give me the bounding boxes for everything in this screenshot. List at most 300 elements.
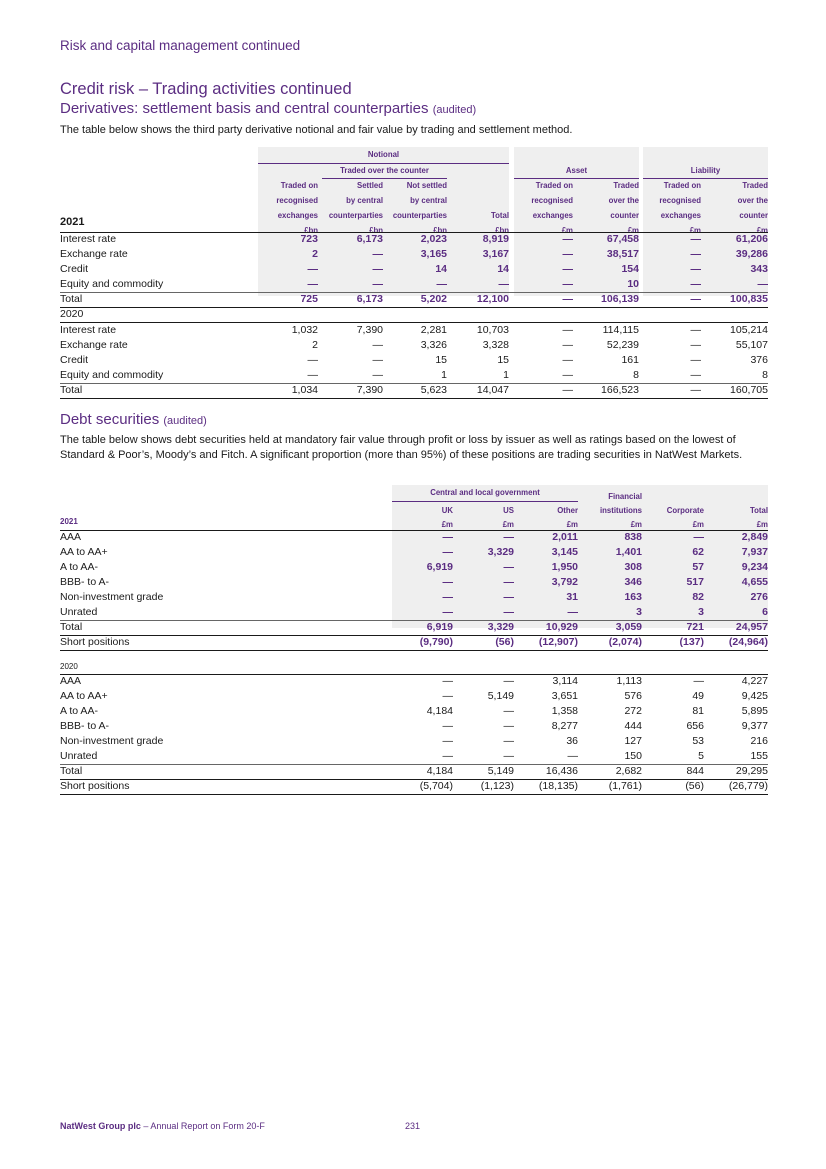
row-value: 106,139 [601,293,639,305]
row-value: 3,326 [420,339,447,351]
table-row [60,764,768,779]
column-header-line: over the [608,196,639,205]
row-value: — [503,750,514,762]
column-header-line: counter [610,211,639,220]
column-header-line: exchanges [277,211,318,220]
column-header-line: £m [502,520,514,529]
row-value: — [562,248,573,260]
row-value: — [307,278,318,290]
row-value: — [442,675,453,687]
table-row [60,704,768,719]
column-header-line: over the [737,196,768,205]
column-header-line: £m [561,226,573,235]
row-value: 3,329 [487,546,514,558]
row-value: 9,234 [741,561,768,573]
debt-title-text: Debt securities [60,411,160,428]
row-value: 444 [624,720,642,732]
row-value: 10,929 [545,621,578,633]
column-header-line: £m [566,520,578,529]
row-value: — [503,531,514,543]
row-value: 2 [312,339,318,351]
row-value: 6 [762,606,768,618]
row-label: AA to AA+ [60,546,108,558]
row-value: — [690,263,701,275]
column-header-line: by central [346,196,383,205]
row-label: Interest rate [60,233,117,245]
table-row [60,247,768,262]
row-value: 7,390 [356,384,383,396]
column-header-line: US [503,506,514,515]
row-value: 61,206 [735,233,768,245]
row-value: — [442,531,453,543]
row-value: — [690,369,701,381]
table-row [60,323,768,338]
row-value: 844 [686,765,704,777]
row-value: — [690,384,701,396]
row-value: 3 [636,606,642,618]
column-header-line: Other [557,506,578,515]
row-value: — [562,369,573,381]
column-header-line: Traded [742,181,768,190]
row-value: — [372,248,383,260]
row-value: 10 [627,278,639,290]
row-value: 114,115 [602,324,639,336]
row-label: Total [60,765,83,777]
row-value: — [503,576,514,588]
row-label: Unrated [60,750,98,762]
row-label: Short positions [60,780,130,792]
table-row [60,262,768,277]
row-label: Equity and commodity [60,369,164,381]
row-value: 5,149 [487,765,514,777]
row-value: 3,145 [551,546,578,558]
row-value: 2,023 [420,233,447,245]
row-value: — [503,705,514,717]
column-header-line: counterparties [328,211,383,220]
row-value: — [503,675,514,687]
row-value: 376 [750,354,768,366]
group-otc: Traded over the counter [340,166,429,175]
column-header-line: £m [627,226,639,235]
row-value: 6,173 [356,233,383,245]
row-value: — [693,531,704,543]
table-row [60,635,768,650]
row-label: Exchange rate [60,339,128,351]
row-value: — [757,278,768,290]
row-value: 127 [624,735,642,747]
row-value: — [442,735,453,747]
row-value: 343 [750,263,768,275]
row-value: — [436,278,447,290]
row-value: — [690,354,701,366]
row-label: BBB- to A- [60,576,110,588]
row-value: 721 [686,621,704,633]
row-value: 517 [686,576,704,588]
row-value: 38,517 [606,248,639,260]
row-value: (137) [679,636,704,648]
row-value: — [567,750,578,762]
table-row [60,689,768,704]
row-value: 52,239 [606,339,639,351]
row-value: — [442,720,453,732]
group-government-rule [392,501,578,502]
row-label: A to AA- [60,561,98,573]
row-value: 272 [624,705,642,717]
column-header-line: Traded [613,181,639,190]
row-value: 1,358 [551,705,578,717]
debt-intro: The table below shows debt securities held at mandatory fair value through profit or loss by issuer as well as ratings based on the lowest of Standard & Poor’s, Moody’s and Fitch. A significant proportion (more than 95%) of these positions are trading securities in NatWest Markets. [60,434,743,461]
row-value: — [372,278,383,290]
row-value: 8 [762,369,768,381]
year-prior-label: 2020 [60,308,84,320]
column-header-line: £bn [495,226,509,235]
row-value: 16,436 [545,765,578,777]
row-value: (56) [495,636,514,648]
column-header-line: £bn [304,226,318,235]
row-value: — [442,750,453,762]
group-notional-rule [258,163,509,164]
row-value: 5 [698,750,704,762]
row-value: 10,703 [476,324,509,336]
row-value: (1,761) [608,780,642,792]
derivatives-title [60,100,476,117]
row-value: 5,149 [487,690,514,702]
row-value: 8 [633,369,639,381]
row-label: Exchange rate [60,248,128,260]
row-value: — [372,354,383,366]
row-value: 6,919 [426,561,453,573]
column-header-line: £m [756,226,768,235]
total-bottom-rule [60,307,768,308]
column-header-line: counterparties [392,211,447,220]
row-value: — [690,233,701,245]
row-value: — [693,675,704,687]
row-label: Unrated [60,606,98,618]
column-header-line: Not settled [406,181,447,190]
row-value: 346 [624,576,642,588]
row-value: 81 [692,705,704,717]
table-row [60,560,768,575]
row-label: Total [60,384,83,396]
row-value: 9,425 [741,690,768,702]
row-value: (2,074) [608,636,642,648]
row-label: Non-investment grade [60,591,164,603]
column-header-line: £bn [369,226,383,235]
row-label: Short positions [60,636,130,648]
row-value: 8,919 [482,233,509,245]
row-value: 576 [624,690,642,702]
row-value: 29,295 [735,765,768,777]
column-header-line: Financial [608,492,642,501]
running-head: Risk and capital management continued [60,38,301,53]
row-label: Credit [60,354,89,366]
row-value: 216 [750,735,768,747]
row-value: 656 [686,720,704,732]
row-value: — [372,263,383,275]
row-value: (24,964) [728,636,768,648]
row-value: 14 [435,263,447,275]
row-value: 7,937 [741,546,768,558]
row-value: — [372,369,383,381]
row-value: 155 [750,750,768,762]
row-value: — [372,339,383,351]
row-label: Equity and commodity [60,278,164,290]
column-header-line: UK [441,506,453,515]
column-header-line: exchanges [660,211,701,220]
row-value: 150 [624,750,642,762]
year-current-label: 2021 [60,517,78,526]
table-row [60,590,768,605]
row-value: — [690,278,701,290]
debt-title [60,411,207,428]
table-row [60,734,768,749]
row-value: (56) [685,780,704,792]
section-title: Credit risk – Trading activities continued [60,80,352,98]
row-value: — [503,735,514,747]
row-value: 62 [692,546,704,558]
row-value: 723 [300,233,318,245]
row-value: 1,113 [616,675,642,687]
row-value: 3,114 [552,675,578,687]
row-value: 3,329 [487,621,514,633]
row-value: — [690,339,701,351]
row-value: (18,135) [538,780,578,792]
row-value: 4,655 [741,576,768,588]
row-value: (1,123) [480,780,514,792]
row-value: (12,907) [538,636,578,648]
row-value: — [442,591,453,603]
table-row [60,545,768,560]
row-value: — [307,354,318,366]
row-value: 1,034 [291,384,318,396]
row-value: 82 [692,591,704,603]
table-row [60,749,768,764]
row-value: 1 [503,369,509,381]
row-value: 838 [624,531,642,543]
footer-doc: – Annual Report on Form 20-F [140,1121,265,1131]
row-value: 1,401 [615,546,642,558]
column-header-line: £m [692,520,704,529]
row-value: 3,167 [482,248,509,260]
row-value: 14 [497,263,509,275]
row-value: 3,059 [615,621,642,633]
row-value: 67,458 [606,233,639,245]
row-value: 276 [750,591,768,603]
row-value: 105,214 [730,324,768,336]
derivatives-audited: (audited) [432,104,477,116]
row-value: 1 [441,369,447,381]
column-header-line: exchanges [532,211,573,220]
column-header-line: Settled [357,181,383,190]
row-value: — [503,720,514,732]
group-government: Central and local government [430,488,540,497]
table-row [60,719,768,734]
group-liability: Liability [690,166,721,175]
row-value: — [690,293,701,305]
column-header-line: £m [441,520,453,529]
row-value: 7,390 [356,324,383,336]
column-header-line: Total [490,211,509,220]
derivatives-intro: The table below shows the third party derivative notional and fair value by trading and settlement method. [60,124,573,136]
row-value: 57 [692,561,704,573]
table-row [60,779,768,794]
row-value: 2 [312,248,318,260]
row-value: 55,107 [735,339,768,351]
row-value: — [442,690,453,702]
row-bottom-rule [60,650,768,651]
row-label: AAA [60,675,82,687]
row-value: 308 [624,561,642,573]
row-value: — [562,384,573,396]
row-value: — [442,576,453,588]
row-value: 15 [435,354,447,366]
row-value: 2,011 [552,531,578,543]
row-label: BBB- to A- [60,720,110,732]
row-value: 3,792 [551,576,578,588]
row-value: 12,100 [476,293,509,305]
row-label: AA to AA+ [60,690,108,702]
total-bottom-rule [60,398,768,399]
row-label: Credit [60,263,89,275]
row-value: 161 [621,354,639,366]
page-number: 231 [405,1121,421,1131]
row-value: — [562,263,573,275]
row-value: 31 [566,591,578,603]
debt-audited: (audited) [163,415,207,427]
column-header-line: £bn [433,226,447,235]
row-value: 49 [692,690,704,702]
row-value: 4,227 [741,675,768,687]
row-value: 166,523 [601,384,639,396]
row-value: — [442,606,453,618]
row-value: 53 [692,735,704,747]
row-value: — [503,591,514,603]
column-header-line: recognised [531,196,573,205]
row-value: 2,281 [420,324,447,336]
row-value: 24,957 [735,621,768,633]
table-row [60,292,768,307]
row-value: 5,202 [420,293,447,305]
row-value: 9,377 [741,720,768,732]
row-value: — [562,278,573,290]
row-value: — [498,278,509,290]
row-value: — [690,324,701,336]
column-header-line: by central [410,196,447,205]
row-value: 5,623 [420,384,447,396]
row-label: Non-investment grade [60,735,164,747]
row-value: 3,165 [420,248,447,260]
row-value: 5,895 [741,705,768,717]
row-value: 6,919 [426,621,453,633]
row-label: A to AA- [60,705,98,717]
group-notional: Notional [367,150,400,159]
column-header-line: £m [756,520,768,529]
row-value: 2,682 [615,765,642,777]
table-row [60,338,768,353]
row-value: 4,184 [426,705,453,717]
row-bottom-rule [60,794,768,795]
column-header-line: £m [689,226,701,235]
row-value: 3,651 [551,690,578,702]
row-value: (5,704) [419,780,453,792]
table-row [60,232,768,247]
row-value: — [307,369,318,381]
column-header-line: recognised [659,196,701,205]
column-header-line: counter [739,211,768,220]
row-value: 2,849 [741,531,768,543]
row-label: Total [60,621,83,633]
row-value: (26,779) [728,780,768,792]
row-value: 154 [621,263,639,275]
row-value: 163 [624,591,642,603]
row-value: — [562,293,573,305]
row-value: — [307,263,318,275]
footer-publication [60,1121,265,1131]
row-value: 36 [566,735,578,747]
table-row [60,575,768,590]
table-row [60,383,768,398]
column-header-line: Traded on [663,181,701,190]
row-value: — [562,324,573,336]
table-row [60,674,768,689]
row-value: 1,950 [551,561,578,573]
row-value: (9,790) [419,636,453,648]
table-row [60,605,768,620]
row-value: 6,173 [356,293,383,305]
row-value: 1,032 [291,324,318,336]
row-value: — [442,546,453,558]
row-value: 39,286 [735,248,768,260]
row-value: — [503,561,514,573]
column-header-line: £m [630,520,642,529]
row-value: 160,705 [730,384,768,396]
row-value: 8,277 [551,720,578,732]
derivatives-title-text: Derivatives: settlement basis and central counterparties [60,100,429,117]
row-label: AAA [60,531,82,543]
row-value: — [690,248,701,260]
row-value: 4,184 [426,765,453,777]
year-current-label: 2021 [60,216,85,228]
table-row [60,368,768,383]
year-prior-label: 2020 [60,662,78,671]
row-value: — [567,606,578,618]
column-header-line: Traded on [535,181,573,190]
row-value: 100,835 [730,293,768,305]
row-label: Total [60,293,83,305]
column-header-line: Total [749,506,768,515]
row-value: 3 [698,606,704,618]
table-row [60,530,768,545]
row-value: — [562,339,573,351]
row-value: 3,328 [482,339,509,351]
table-row [60,620,768,635]
column-header-line: institutions [599,506,642,515]
row-label: Interest rate [60,324,117,336]
column-header-line: Traded on [280,181,318,190]
group-asset: Asset [565,166,588,175]
table-row [60,277,768,292]
row-value: — [562,354,573,366]
row-value: 725 [300,293,318,305]
row-value: 15 [497,354,509,366]
row-value: 14,047 [476,384,509,396]
row-value: — [503,606,514,618]
row-value: — [562,233,573,245]
table-row [60,353,768,368]
footer-company: NatWest Group plc [60,1121,141,1131]
column-header-line: Corporate [666,506,704,515]
column-header-line: recognised [276,196,318,205]
